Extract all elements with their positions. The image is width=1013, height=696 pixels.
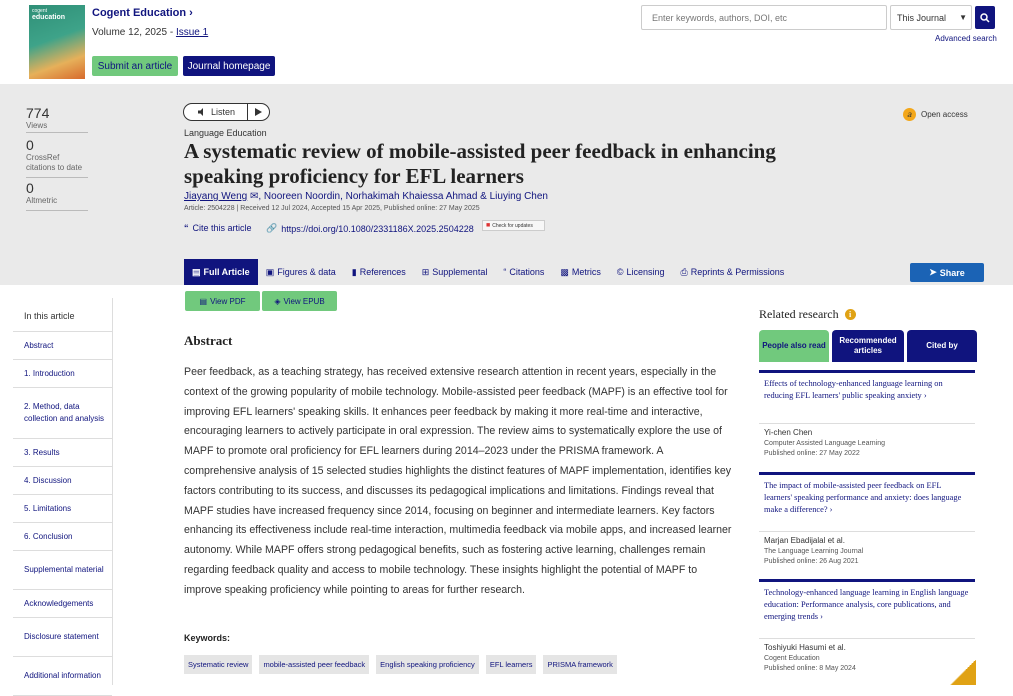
cover-title: education (32, 14, 66, 21)
play-button[interactable] (248, 108, 269, 116)
nav-item-supplemental[interactable]: Supplemental material (13, 551, 112, 590)
listen-label: Listen (211, 107, 236, 117)
volume-text: Volume 12, 2025 - (92, 27, 176, 38)
related-card (759, 579, 975, 685)
plus-icon: ⊞ (421, 266, 430, 277)
search-input[interactable]: Enter keywords, authors, DOI, etc (641, 5, 887, 30)
tab-full-article[interactable] (184, 259, 258, 285)
journal-homepage-button[interactable]: Journal homepage (183, 56, 275, 76)
issue-link[interactable]: Issue 1 (175, 27, 209, 38)
tab-label: Supplemental (432, 267, 488, 277)
nav-heading: In this article (13, 298, 112, 332)
metric-value: 0 (26, 180, 34, 196)
tab-people-also-read[interactable]: People also read (759, 330, 829, 362)
scope-value: This Journal (897, 13, 947, 23)
tab-label: Licensing (626, 267, 665, 277)
related-journal: The Language Learning Journal (764, 548, 864, 555)
related-tabs (759, 330, 977, 362)
keywords-list (184, 655, 617, 674)
nav-item-discussion[interactable]: 4. Discussion (13, 467, 112, 495)
check-for-updates-button[interactable] (482, 220, 545, 231)
journal-name-link[interactable]: Cogent Education › (92, 7, 193, 19)
scroll-top-corner[interactable] (950, 660, 976, 685)
author-link[interactable]: Jiayang Weng (184, 191, 248, 202)
metric-value: 774 (26, 105, 50, 121)
metric-label: Views (26, 121, 48, 130)
article-meta: Article: 2504228 | Received 12 Jul 2024, Accepted 15 Apr 2025, Published online: 27 May 2025 (184, 205, 480, 212)
related-title: Effects of technology-enhanced language learning on reducing EFL learners' public speaking anxiety (764, 379, 943, 400)
quote-icon: “ (184, 223, 189, 233)
journal-cover-image[interactable] (29, 5, 85, 79)
abstract-text: Peer feedback, as a teaching strategy, has received extensive research attention in recent years, especially in the context of the growing popularity of mobile technology. Mobile-assisted peer feedback (MAPF) is an effective tool for improving EFL learners' speaking skills. It enhances peer feedback by making it more real-time and interactive, encouraging learners to actively participate in oral expression. The review aims to systematically explore the use of MAPF to promote oral proficiency for EFL learners during 2014–2023 under the PRISMA framework. A comprehensive analysis of 15 selected studies highlights the distinct features of MAPF implementation, identifies key factors contributing to its success, and discusses its pedagogical implications and limitations. Findings reveal that MAPF studies have increased frequency since 2014, focusing on beginner and intermediate learners. Key factors enhancing its effectiveness include real-time interaction, multimedia feedback via mobile apps, and increased learner autonomy. While MAPF offers strong pedagogical benefits, such as fostering active learning, challenges remain regarding feedback quality and access to mobile technology. These insights highlight the potential of MAPF to improve speaking proficiency while pointing to areas for further research. (184, 366, 732, 596)
abstract-heading: Abstract (184, 333, 233, 348)
article-section: Language Education (184, 128, 267, 138)
view-pdf-label: View PDF (210, 296, 246, 306)
related-journal: Cogent Education (764, 655, 820, 662)
keyword-tag[interactable]: mobile-assisted peer feedback (259, 655, 369, 674)
tab-citations[interactable] (495, 259, 552, 285)
nav-item-introduction[interactable]: 1. Introduction (13, 360, 112, 388)
tab-recommended-articles[interactable]: Recommended articles (832, 330, 904, 362)
share-icon: ➤ (929, 267, 937, 277)
epub-icon: ◈ (274, 296, 281, 306)
info-icon[interactable]: i (845, 309, 856, 320)
cover-brand: cogent (32, 8, 48, 14)
check-updates-label: Check for updates (492, 222, 533, 229)
tab-label: Reprints & Permissions (690, 267, 785, 277)
related-card (759, 472, 975, 574)
doi-text: https://doi.org/10.1080/2331186X.2025.2504228 (281, 223, 474, 234)
nav-item-limitations[interactable]: 5. Limitations (13, 495, 112, 523)
cite-label: Cite this article (192, 223, 252, 233)
related-author: Marjan Ebadijalal et al. (764, 536, 845, 545)
in-this-article-nav (13, 298, 113, 685)
related-article-link[interactable] (759, 475, 975, 532)
tab-label: References (359, 267, 406, 277)
nav-item-acknowledgements[interactable]: Acknowledgements (13, 590, 112, 618)
search-button[interactable] (975, 6, 995, 29)
article-title: A systematic review of mobile-assisted peer feedback in enhancing speaking proficiency for EFL learners (184, 139, 776, 188)
email-icon[interactable]: ✉ (249, 191, 259, 202)
nav-item-disclosure[interactable]: Disclosure statement (13, 618, 112, 657)
tab-label: Figures & data (277, 267, 336, 277)
metric-value: 0 (26, 137, 34, 153)
view-epub-label: View EPUB (283, 296, 325, 306)
related-author: Yi-chen Chen (764, 428, 813, 437)
tab-supplemental[interactable] (414, 259, 496, 285)
tab-licensing[interactable] (609, 259, 673, 285)
submit-article-button[interactable]: Submit an article (92, 56, 178, 76)
article-tabs (184, 259, 792, 285)
view-pdf-button[interactable] (185, 291, 260, 311)
related-card (759, 370, 975, 466)
cite-article-link[interactable] (184, 223, 252, 233)
share-label: Share (939, 267, 965, 278)
nav-item-conclusion[interactable]: 6. Conclusion (13, 523, 112, 551)
doi-link[interactable] (266, 223, 474, 234)
metric-label: Altmetric (26, 196, 58, 205)
metric-crossref (26, 137, 88, 178)
nav-item-results[interactable]: 3. Results (13, 439, 112, 467)
tab-cited-by[interactable]: Cited by (907, 330, 977, 362)
open-access-badge (903, 108, 968, 121)
volume-info (92, 27, 208, 38)
chevron-right-icon: › (923, 391, 927, 400)
advanced-search-link[interactable]: Advanced search (935, 34, 997, 43)
search-icon (980, 13, 990, 23)
keyword-tag[interactable]: Systematic review (184, 655, 252, 674)
tab-label: Full Article (203, 267, 250, 277)
related-title: Technology-enhanced language learning in English language education: Performance analysis, core publications, and emerging trends (764, 588, 969, 621)
keyword-tag[interactable]: EFL learners (486, 655, 537, 674)
play-icon (255, 108, 262, 116)
metric-altmetric[interactable] (26, 180, 88, 211)
nav-item-method[interactable]: 2. Method, data collection and analysis (13, 388, 112, 439)
share-button[interactable] (910, 263, 984, 282)
related-research-heading (759, 307, 856, 322)
document-icon: ▤ (192, 266, 201, 277)
listen-button[interactable] (184, 104, 248, 120)
book-icon: ▮ (351, 266, 357, 277)
link-icon: 🔗 (266, 223, 278, 233)
speaker-icon (198, 108, 207, 116)
related-author: Toshiyuki Hasumi et al. (764, 643, 846, 652)
bar-chart-icon: ▩ (560, 266, 569, 277)
print-icon: ⎙ (680, 266, 688, 277)
tab-label: Metrics (571, 267, 601, 277)
quote-icon: “ (503, 267, 507, 277)
related-journal: Computer Assisted Language Learning (764, 440, 886, 447)
listen-control (183, 103, 270, 121)
pdf-icon: ▤ (199, 296, 208, 306)
related-date: Published online: 27 May 2022 (764, 450, 860, 457)
tab-metrics[interactable] (552, 259, 609, 285)
site-header (0, 0, 1013, 84)
chevron-right-icon: › (820, 612, 823, 621)
chevron-right-icon: › (829, 505, 833, 514)
related-date: Published online: 8 May 2024 (764, 665, 856, 672)
search-scope-select[interactable] (890, 5, 972, 30)
tab-references[interactable] (344, 259, 414, 285)
related-article-link[interactable] (759, 373, 975, 424)
related-article-link[interactable] (759, 582, 975, 639)
nav-item-additional-information[interactable]: Additional information (13, 657, 112, 696)
metric-views (26, 105, 88, 133)
metric-label: CrossRef citations to date (26, 153, 83, 172)
nav-item-abstract[interactable]: Abstract (13, 332, 112, 360)
updates-icon: ■ (486, 222, 491, 229)
copyright-icon: © (616, 267, 624, 277)
view-epub-button[interactable] (262, 291, 337, 311)
chevron-down-icon: ▼ (959, 13, 967, 22)
keyword-tag[interactable]: PRISMA framework (543, 655, 616, 674)
open-access-label: Open access (921, 110, 968, 119)
related-date: Published online: 26 Aug 2021 (764, 558, 859, 565)
co-authors[interactable]: , Nooreen Noordin, Norhakimah Khaiessa Ahmad & Liuying Chen (258, 191, 548, 202)
tab-reprints[interactable] (673, 259, 793, 285)
tab-label: Citations (509, 267, 545, 277)
author-list (184, 191, 548, 202)
keyword-tag[interactable]: English speaking proficiency (376, 655, 479, 674)
keywords-heading: Keywords: (184, 633, 231, 643)
image-icon: ▣ (265, 266, 275, 277)
tab-figures[interactable] (258, 259, 344, 285)
open-access-icon: 𝑎 (903, 108, 916, 121)
related-title: The impact of mobile-assisted peer feedback on EFL learners' speaking performance and anxiety: does language make a difference? (764, 481, 962, 514)
related-heading-text: Related research (759, 307, 839, 321)
